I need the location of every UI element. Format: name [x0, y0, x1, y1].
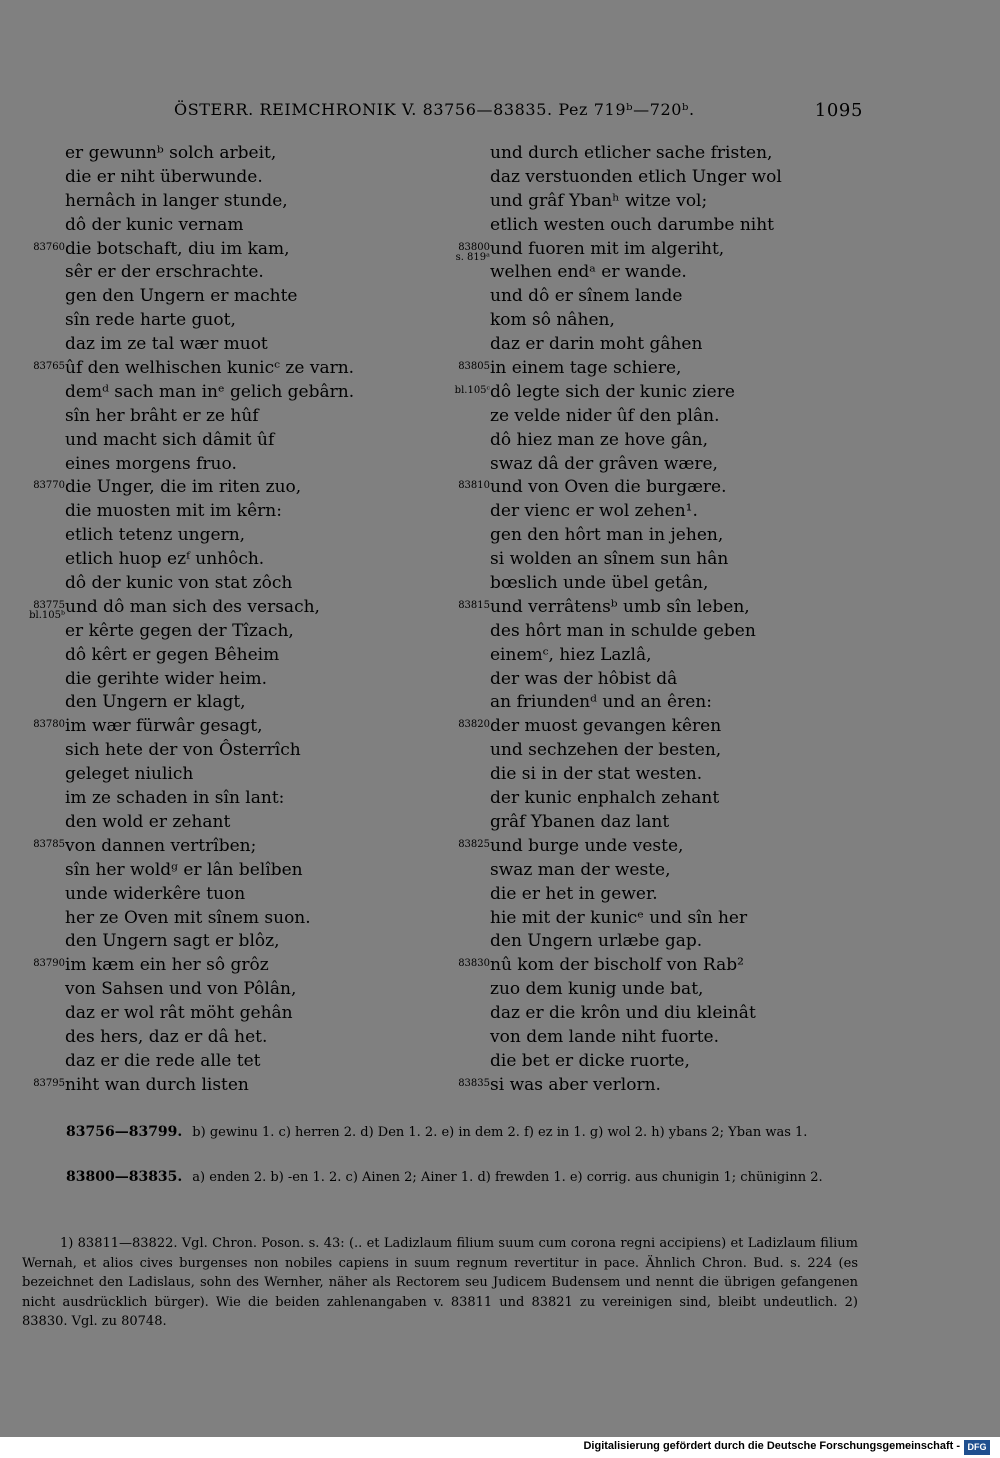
apparatus-text: b) gewinu 1. c) herren 2. d) Den 1. 2. e) in dem 2. f) ez in 1. g) wol 2. h) ybans 2; Yban was 1. — [192, 1125, 808, 1140]
footnote: 1) 83811—83822. Vgl. Chron. Poson. s. 43: (.. et Ladizlaum filium suum cum corona regni accipiens) et Ladizlaum filium Wernah, et alios cives burgenses non nobiles capiens in suum regnum revertitur in pace. Ähnlich Chron. Bud. s. 224 (es bezeichnet den Ladislaus, sohn des Wernher, näher als Rectorem seu Judicem Budensem und nennt die übrigen gefangenen nicht ausdrücklich bürger). Wie die beiden zahlenangaben v. 83811 und 83821 zu vereinigen sind, bleibt undeutlich. 2) 83830. Vgl. zu 80748. — [22, 1236, 858, 1329]
verse-text: sîn her brâht er ze hûf — [65, 405, 259, 426]
verse-text: dô legte sich der kunic ziere — [490, 381, 735, 402]
verse-text: etlich huop ezᶠ unhôch. — [65, 549, 265, 570]
verse-line — [450, 548, 870, 572]
verse-text: er kêrte gegen der Tîzach, — [65, 620, 294, 641]
verse-line — [25, 763, 445, 787]
verse-line — [25, 357, 445, 381]
verse-text: und von Oven die burgære. — [490, 477, 727, 498]
verse-text: den Ungern urlæbe gap. — [490, 931, 703, 952]
verse-text: den Ungern sagt er blôz, — [65, 931, 280, 952]
verse-line — [450, 907, 870, 931]
verse-text: an friundenᵈ und an êren: — [490, 692, 712, 713]
verse-text: demᵈ sach man inᵉ gelich gebârn. — [65, 381, 355, 402]
verse-line — [450, 285, 870, 309]
verse-line — [450, 572, 870, 596]
verse-line — [25, 572, 445, 596]
header-title: ÖSTERR. REIMCHRONIK V. 83756—83835. Pez 719ᵇ—720ᵇ. — [174, 100, 695, 119]
verse-text: bœslich unde übel getân, — [490, 573, 709, 594]
verse-text: grâf Ybanen daz lant — [490, 811, 670, 832]
line-number: 83810 — [458, 480, 490, 492]
verse-line — [450, 811, 870, 835]
verse-line — [450, 1074, 870, 1098]
funding-text: Digitalisierung gefördert durch die Deutsche Forschungsgemeinschaft - — [583, 1440, 960, 1452]
verse-line — [450, 405, 870, 429]
verse-text: die gerihte wider heim. — [65, 668, 267, 689]
verse-line — [25, 596, 445, 620]
verse-line — [450, 190, 870, 214]
verse-text: hie mit der kunicᵉ und sîn her — [490, 907, 748, 928]
line-number: 83795 — [33, 1077, 65, 1089]
verse-text: si wolden an sînem sun hân — [490, 549, 729, 570]
verse-text: hernâch in langer stunde, — [65, 190, 288, 211]
verse-line — [25, 333, 445, 357]
verse-line — [25, 238, 445, 262]
verse-text: und fuoren mit im algeriht, — [490, 238, 725, 259]
verse-text: eines morgens fruo. — [65, 453, 237, 474]
verse-text: und durch etlicher sache fristen, — [490, 143, 773, 163]
verse-line — [450, 214, 870, 238]
verse-line — [450, 357, 870, 381]
verse-line — [450, 930, 870, 954]
line-number: 83815 — [458, 599, 490, 611]
apparatus-entry — [22, 1121, 858, 1144]
verse-line — [25, 978, 445, 1002]
verse-line — [450, 883, 870, 907]
verse-line — [25, 142, 445, 166]
verse-text: dô hiez man ze hove gân, — [490, 429, 708, 450]
verse-line — [450, 596, 870, 620]
apparatus-range: 83800—83835. — [66, 1169, 183, 1185]
verse-line — [450, 644, 870, 668]
verse-text: und sechzehen der besten, — [490, 740, 722, 761]
line-number: 83820 — [458, 719, 490, 731]
verse-text: unde widerkêre tuon — [65, 883, 246, 904]
right-verse-column — [450, 142, 870, 1098]
verse-text: im wær fürwâr gesagt, — [65, 716, 263, 737]
verse-text: einemᶜ, hiez Lazlâ, — [490, 644, 652, 665]
verse-line — [450, 739, 870, 763]
verse-line — [450, 238, 870, 262]
verse-line — [450, 381, 870, 405]
verse-line — [450, 835, 870, 859]
apparatus-entry — [22, 1166, 858, 1189]
verse-text: von dannen vertrîben; — [65, 835, 257, 856]
verse-line — [25, 190, 445, 214]
verse-text: gen den hôrt man in jehen, — [490, 525, 724, 546]
verse-line — [450, 787, 870, 811]
verse-line — [450, 476, 870, 500]
verse-line — [450, 1002, 870, 1026]
verse-text: die er het in gewer. — [490, 883, 658, 904]
line-number: 83760 — [33, 241, 65, 253]
verse-line — [25, 954, 445, 978]
verse-text: gen den Ungern er machte — [65, 286, 298, 307]
verse-text: den Ungern er klagt, — [65, 692, 246, 713]
verse-line — [25, 859, 445, 883]
verse-line — [450, 691, 870, 715]
verse-line — [25, 668, 445, 692]
verse-line — [25, 739, 445, 763]
verse-text: die bet er dicke ruorte, — [490, 1050, 690, 1071]
verse-text: dô kêrt er gegen Bêheim — [65, 644, 280, 665]
verse-text: und burge unde veste, — [490, 835, 684, 856]
apparatus-text: a) enden 2. b) -en 1. 2. c) Ainen 2; Ainer 1. d) frewden 1. e) corrig. aus chunigin 1; chüniginn 2. — [192, 1170, 823, 1185]
verse-line — [25, 1002, 445, 1026]
verse-line — [450, 524, 870, 548]
line-number: 83825 — [458, 838, 490, 850]
verse-line — [450, 763, 870, 787]
verse-line — [25, 930, 445, 954]
dfg-logo: DFG — [964, 1440, 990, 1455]
verse-line — [25, 1074, 445, 1098]
verse-text: dô der kunic von stat zôch — [65, 573, 293, 594]
verse-text: ze velde nider ûf den plân. — [490, 405, 720, 426]
verse-text: etlich westen ouch darumbe niht — [490, 214, 775, 235]
funding-banner — [0, 1437, 1000, 1458]
verse-text: des hers, daz er dâ het. — [65, 1026, 268, 1047]
verse-line — [25, 715, 445, 739]
verse-line — [450, 1050, 870, 1074]
verse-line — [450, 978, 870, 1002]
running-header — [0, 100, 1000, 122]
verse-line — [25, 453, 445, 477]
verse-text: in einem tage schiere, — [490, 358, 682, 379]
verse-text: der muost gevangen kêren — [490, 716, 722, 737]
verse-text: dô der kunic vernam — [65, 214, 244, 235]
line-number: 83835 — [458, 1077, 490, 1089]
line-number: bl.105ᶜ — [454, 384, 490, 396]
verse-text: die Unger, die im riten zuo, — [65, 477, 302, 498]
verse-line — [25, 476, 445, 500]
verse-text: er gewunnᵇ solch arbeit, — [65, 143, 277, 163]
verse-text: swaz dâ der grâven wære, — [490, 453, 718, 474]
verse-text: geleget niulich — [65, 764, 194, 785]
verse-line — [450, 1026, 870, 1050]
left-verse-column — [25, 142, 445, 1098]
verse-line — [25, 835, 445, 859]
verse-text: kom sô nâhen, — [490, 310, 615, 331]
verse-line — [450, 453, 870, 477]
verse-line — [25, 907, 445, 931]
verse-line — [25, 261, 445, 285]
verse-text: sîn her woldᵍ er lân belîben — [65, 859, 303, 880]
verse-line — [25, 524, 445, 548]
verse-text: und verrâtensᵇ umb sîn leben, — [490, 596, 750, 617]
verse-text: die si in der stat westen. — [490, 764, 703, 785]
verse-text: welhen endᵃ er wande. — [490, 262, 687, 283]
verse-line — [25, 883, 445, 907]
verse-line — [25, 166, 445, 190]
verse-text: von dem lande niht fuorte. — [490, 1026, 719, 1047]
verse-text: niht wan durch listen — [65, 1074, 249, 1095]
verse-text: si was aber verlorn. — [490, 1074, 661, 1095]
verse-line — [25, 1050, 445, 1074]
verse-line — [450, 142, 870, 166]
verse-text: der kunic enphalch zehant — [490, 788, 720, 809]
verse-text: den wold er zehant — [65, 811, 231, 832]
verse-text: daz er die krôn und diu kleinât — [490, 1003, 756, 1024]
verse-line — [25, 309, 445, 333]
verse-text: von Sahsen und von Pôlân, — [65, 979, 297, 1000]
line-number: 83775 bl.105ᵇ — [29, 599, 65, 622]
line-number: 83785 — [33, 838, 65, 850]
verse-line — [25, 1026, 445, 1050]
verse-text: daz er die rede alle tet — [65, 1050, 261, 1071]
verse-line — [25, 214, 445, 238]
line-number: 83805 — [458, 361, 490, 373]
line-number: 83770 — [33, 480, 65, 492]
verse-line — [25, 644, 445, 668]
verse-line — [25, 548, 445, 572]
verse-line — [25, 405, 445, 429]
verse-text: die er niht überwunde. — [65, 166, 263, 187]
verse-text: und grâf Ybanʰ witze vol; — [490, 190, 708, 211]
verse-line — [25, 691, 445, 715]
verse-text: die muosten mit im kêrn: — [65, 501, 282, 522]
verse-line — [450, 500, 870, 524]
verse-text: daz er wol rât möht gehân — [65, 1003, 293, 1024]
verse-text: etlich tetenz ungern, — [65, 525, 246, 546]
verse-text: des hôrt man in schulde geben — [490, 620, 756, 641]
line-number: 83780 — [33, 719, 65, 731]
verse-line — [25, 620, 445, 644]
verse-line — [450, 859, 870, 883]
verse-text: der was der hôbist dâ — [490, 668, 678, 689]
verse-text: und dô er sînem lande — [490, 286, 683, 307]
verse-line — [25, 500, 445, 524]
verse-line — [450, 954, 870, 978]
verse-line — [25, 285, 445, 309]
footnotes — [22, 1234, 858, 1332]
verse-line — [450, 309, 870, 333]
verse-text: im kæm ein her sô grôz — [65, 955, 269, 976]
verse-text: zuo dem kunig unde bat, — [490, 979, 704, 1000]
verse-text: her ze Oven mit sînem suon. — [65, 907, 311, 928]
verse-line — [25, 811, 445, 835]
page-number: 1095 — [814, 100, 863, 121]
verse-text: swaz man der weste, — [490, 859, 671, 880]
line-number: 83800 s. 819ᵃ — [455, 241, 490, 264]
verse-line — [25, 381, 445, 405]
verse-line — [450, 333, 870, 357]
verse-text: die botschaft, diu im kam, — [65, 238, 290, 259]
line-number: 83790 — [33, 958, 65, 970]
line-number: 83830 — [458, 958, 490, 970]
verse-text: und dô man sich des versach, — [65, 596, 320, 617]
verse-line — [450, 668, 870, 692]
verse-text: ûf den welhischen kunicᶜ ze varn. — [65, 358, 355, 379]
verse-line — [450, 166, 870, 190]
verse-text: sîn rede harte guot, — [65, 310, 236, 331]
verse-text: daz verstuonden etlich Unger wol — [490, 166, 782, 187]
verse-line — [25, 429, 445, 453]
verse-text: sich hete der von Ôsterrîch — [65, 740, 301, 761]
verse-line — [450, 261, 870, 285]
verse-text: nû kom der bischolf von Rab² — [490, 955, 744, 976]
verse-text: daz er darin moht gâhen — [490, 334, 703, 355]
verse-line — [450, 429, 870, 453]
verse-text: sêr er der erschrachte. — [65, 262, 264, 283]
verse-line — [450, 620, 870, 644]
verse-line — [25, 787, 445, 811]
line-number: 83765 — [33, 361, 65, 373]
verse-text: und macht sich dâmit ûf — [65, 429, 275, 450]
apparatus-range: 83756—83799. — [66, 1124, 183, 1140]
verse-text: im ze schaden in sîn lant: — [65, 788, 285, 809]
verse-line — [450, 715, 870, 739]
verse-text: der vienc er wol zehen¹. — [490, 501, 698, 522]
verse-text: daz im ze tal wær muot — [65, 334, 268, 355]
